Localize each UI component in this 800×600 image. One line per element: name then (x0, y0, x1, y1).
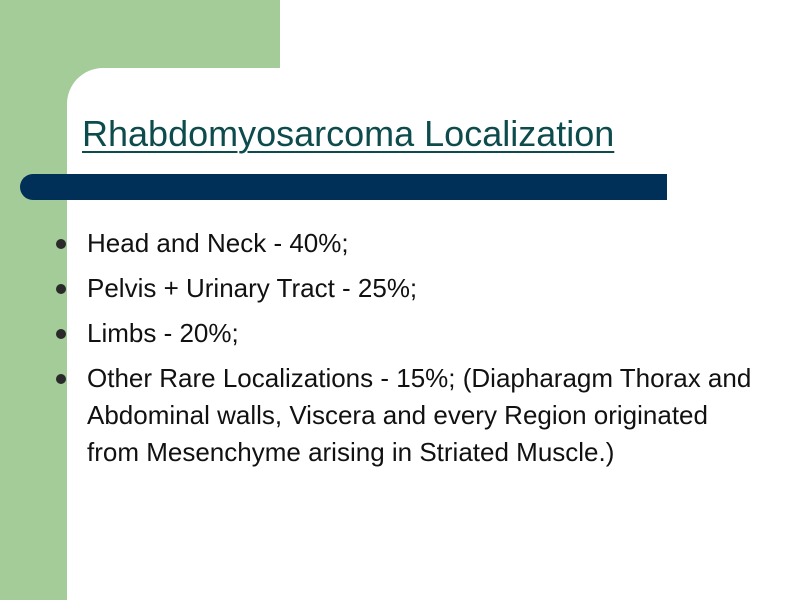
slide-title: Rhabdomyosarcoma Localization (82, 113, 615, 154)
bullet-item-head-neck (52, 225, 762, 262)
bullet-item-limbs (52, 315, 762, 352)
bullet-dot-icon (56, 239, 66, 249)
bullet-item-pelvis (52, 270, 762, 307)
bullet-dot-icon (56, 329, 66, 339)
bullet-text: Other Rare Localizations - 15%; (Diapharagm Thorax and Abdominal walls, Viscera and every Region originated from Mesenchyme arising in Striated Muscle.) (87, 363, 752, 467)
bullet-dot-icon (56, 284, 66, 294)
bullet-text: Limbs - 20%; (87, 318, 239, 348)
bullet-item-other (52, 360, 762, 471)
bullet-text: Head and Neck - 40%; (87, 228, 349, 258)
bullet-dot-icon (56, 374, 66, 384)
bullet-list (52, 225, 762, 471)
title-accent-bar (20, 174, 667, 200)
bullet-text: Pelvis + Urinary Tract - 25%; (87, 273, 418, 303)
